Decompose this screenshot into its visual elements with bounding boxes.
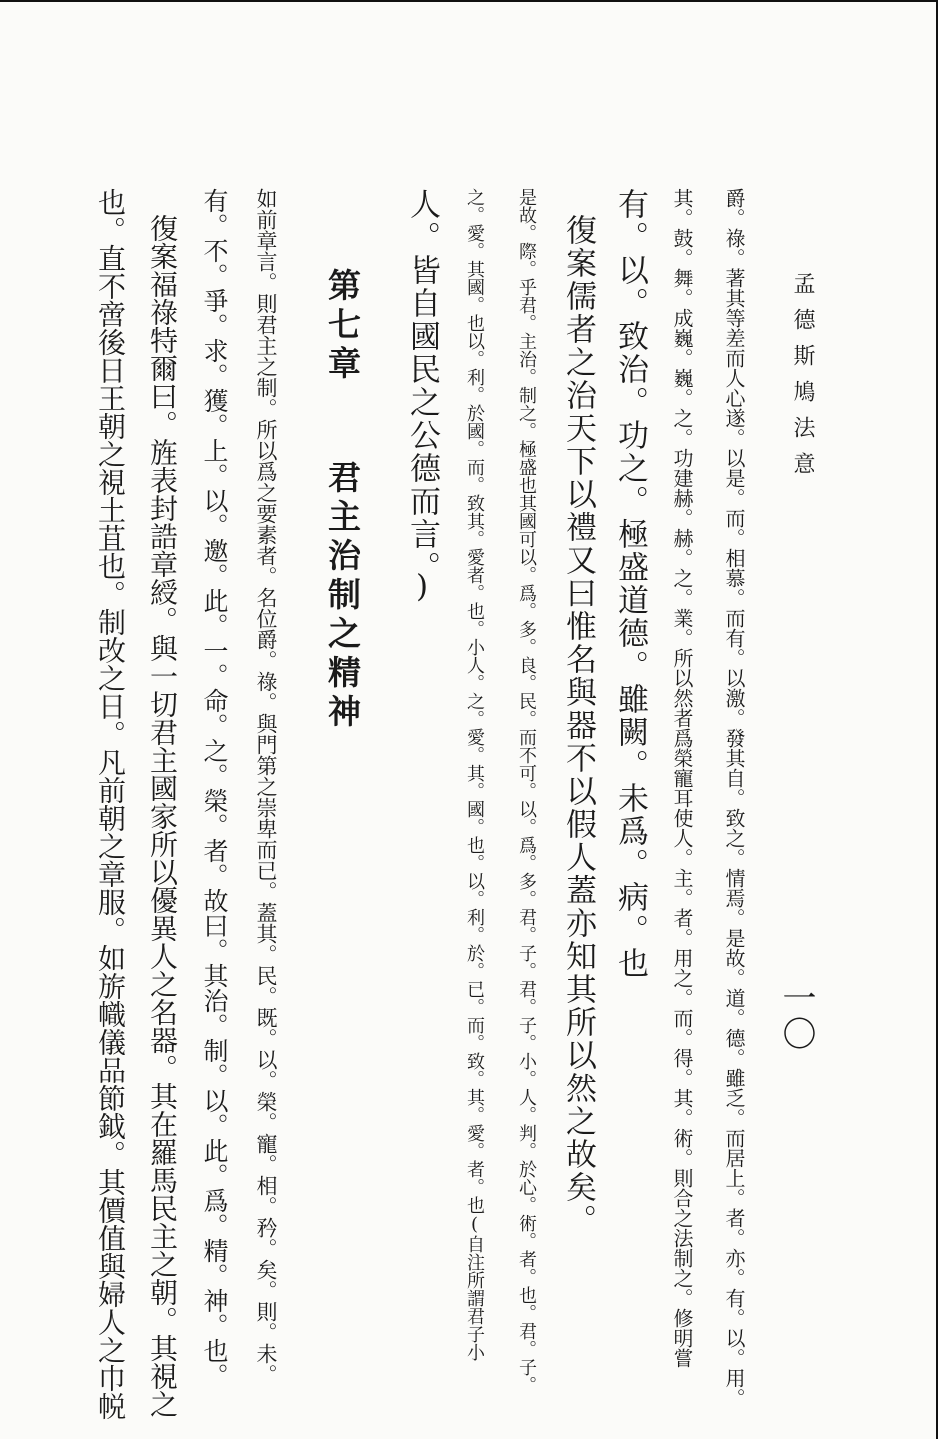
paragraph-2-line-2: 是故。際。乎君。主治。制之。極盛也其國可以。爲。多。良。民。而不可。以。爲。多。君。子。君。子。小。人。判。於心。術。者。也。君。子。 — [516, 188, 537, 1394]
chapter-number: 第七章 — [323, 268, 362, 385]
paragraph-2-line-4: 人。皆自國民之公德而言。) — [404, 188, 440, 607]
chapter-title: 君主治制之精神 — [323, 460, 362, 733]
paragraph-4-line-2: 也。直不啻後日王朝之視土苴也。制改之日。凡前朝之章服。如旂幟儀品節鉞。其價值與婦人之巾帨 — [94, 188, 127, 1420]
paragraph-3-line-2: 有。不。爭。求。獲。上。以。邀。此。一。命。之。榮。者。故曰。其治。制。以。此。爲。精。神。也。 — [200, 188, 229, 1388]
paragraph-3-line-1: 如前章言。則君主之制。所以爲之要素者。名位爵。祿。與門第之崇卑而已。蓋其。民。既。以。榮。寵。相。矜。矣。則。未。 — [254, 188, 278, 1385]
chapter-heading — [320, 268, 364, 733]
paragraph-1-line-3: 有。以。致治。功之。極盛道德。雖闕。未爲。病。也 — [612, 188, 648, 980]
paragraph-1-line-2: 其。鼓。舞。成巍。巍。之。功建赫。赫。之。業。所以然者爲榮寵耳使人。主。者。用之。而。得。其。術。則合之法制之。修明嘗 — [670, 188, 694, 1368]
paragraph-1-line-1: 爵。祿。著其等差而人心遂。以是。而。相慕。而有。以激。發其自。致之。情焉。是故。道。德。雖乏。而居上。者。亦。有。以。用。 — [722, 188, 746, 1408]
page-border-top — [0, 0, 938, 2]
paragraph-2-line-3: 之。愛。其國。也以。利。於國。而。致其。愛者。也。小人。之。愛。其。國。也。以。利。於。已。而。致。其。愛。者。也(自注所謂君子小 — [464, 188, 485, 1361]
running-title: 孟德斯鳩法意 — [790, 272, 815, 488]
paragraph-4-line-1: 復案福祿特爾曰。旌表封誥章綬。與一切君主國家所以優異人之名器。其在羅馬民主之朝。其視之 — [146, 214, 179, 1418]
page-number: 一〇 — [776, 980, 816, 1052]
paragraph-2-line-1: 復案儒者之治天下以禮又曰惟名與器不以假人蓋亦知其所以然之故矣。 — [560, 214, 596, 1237]
